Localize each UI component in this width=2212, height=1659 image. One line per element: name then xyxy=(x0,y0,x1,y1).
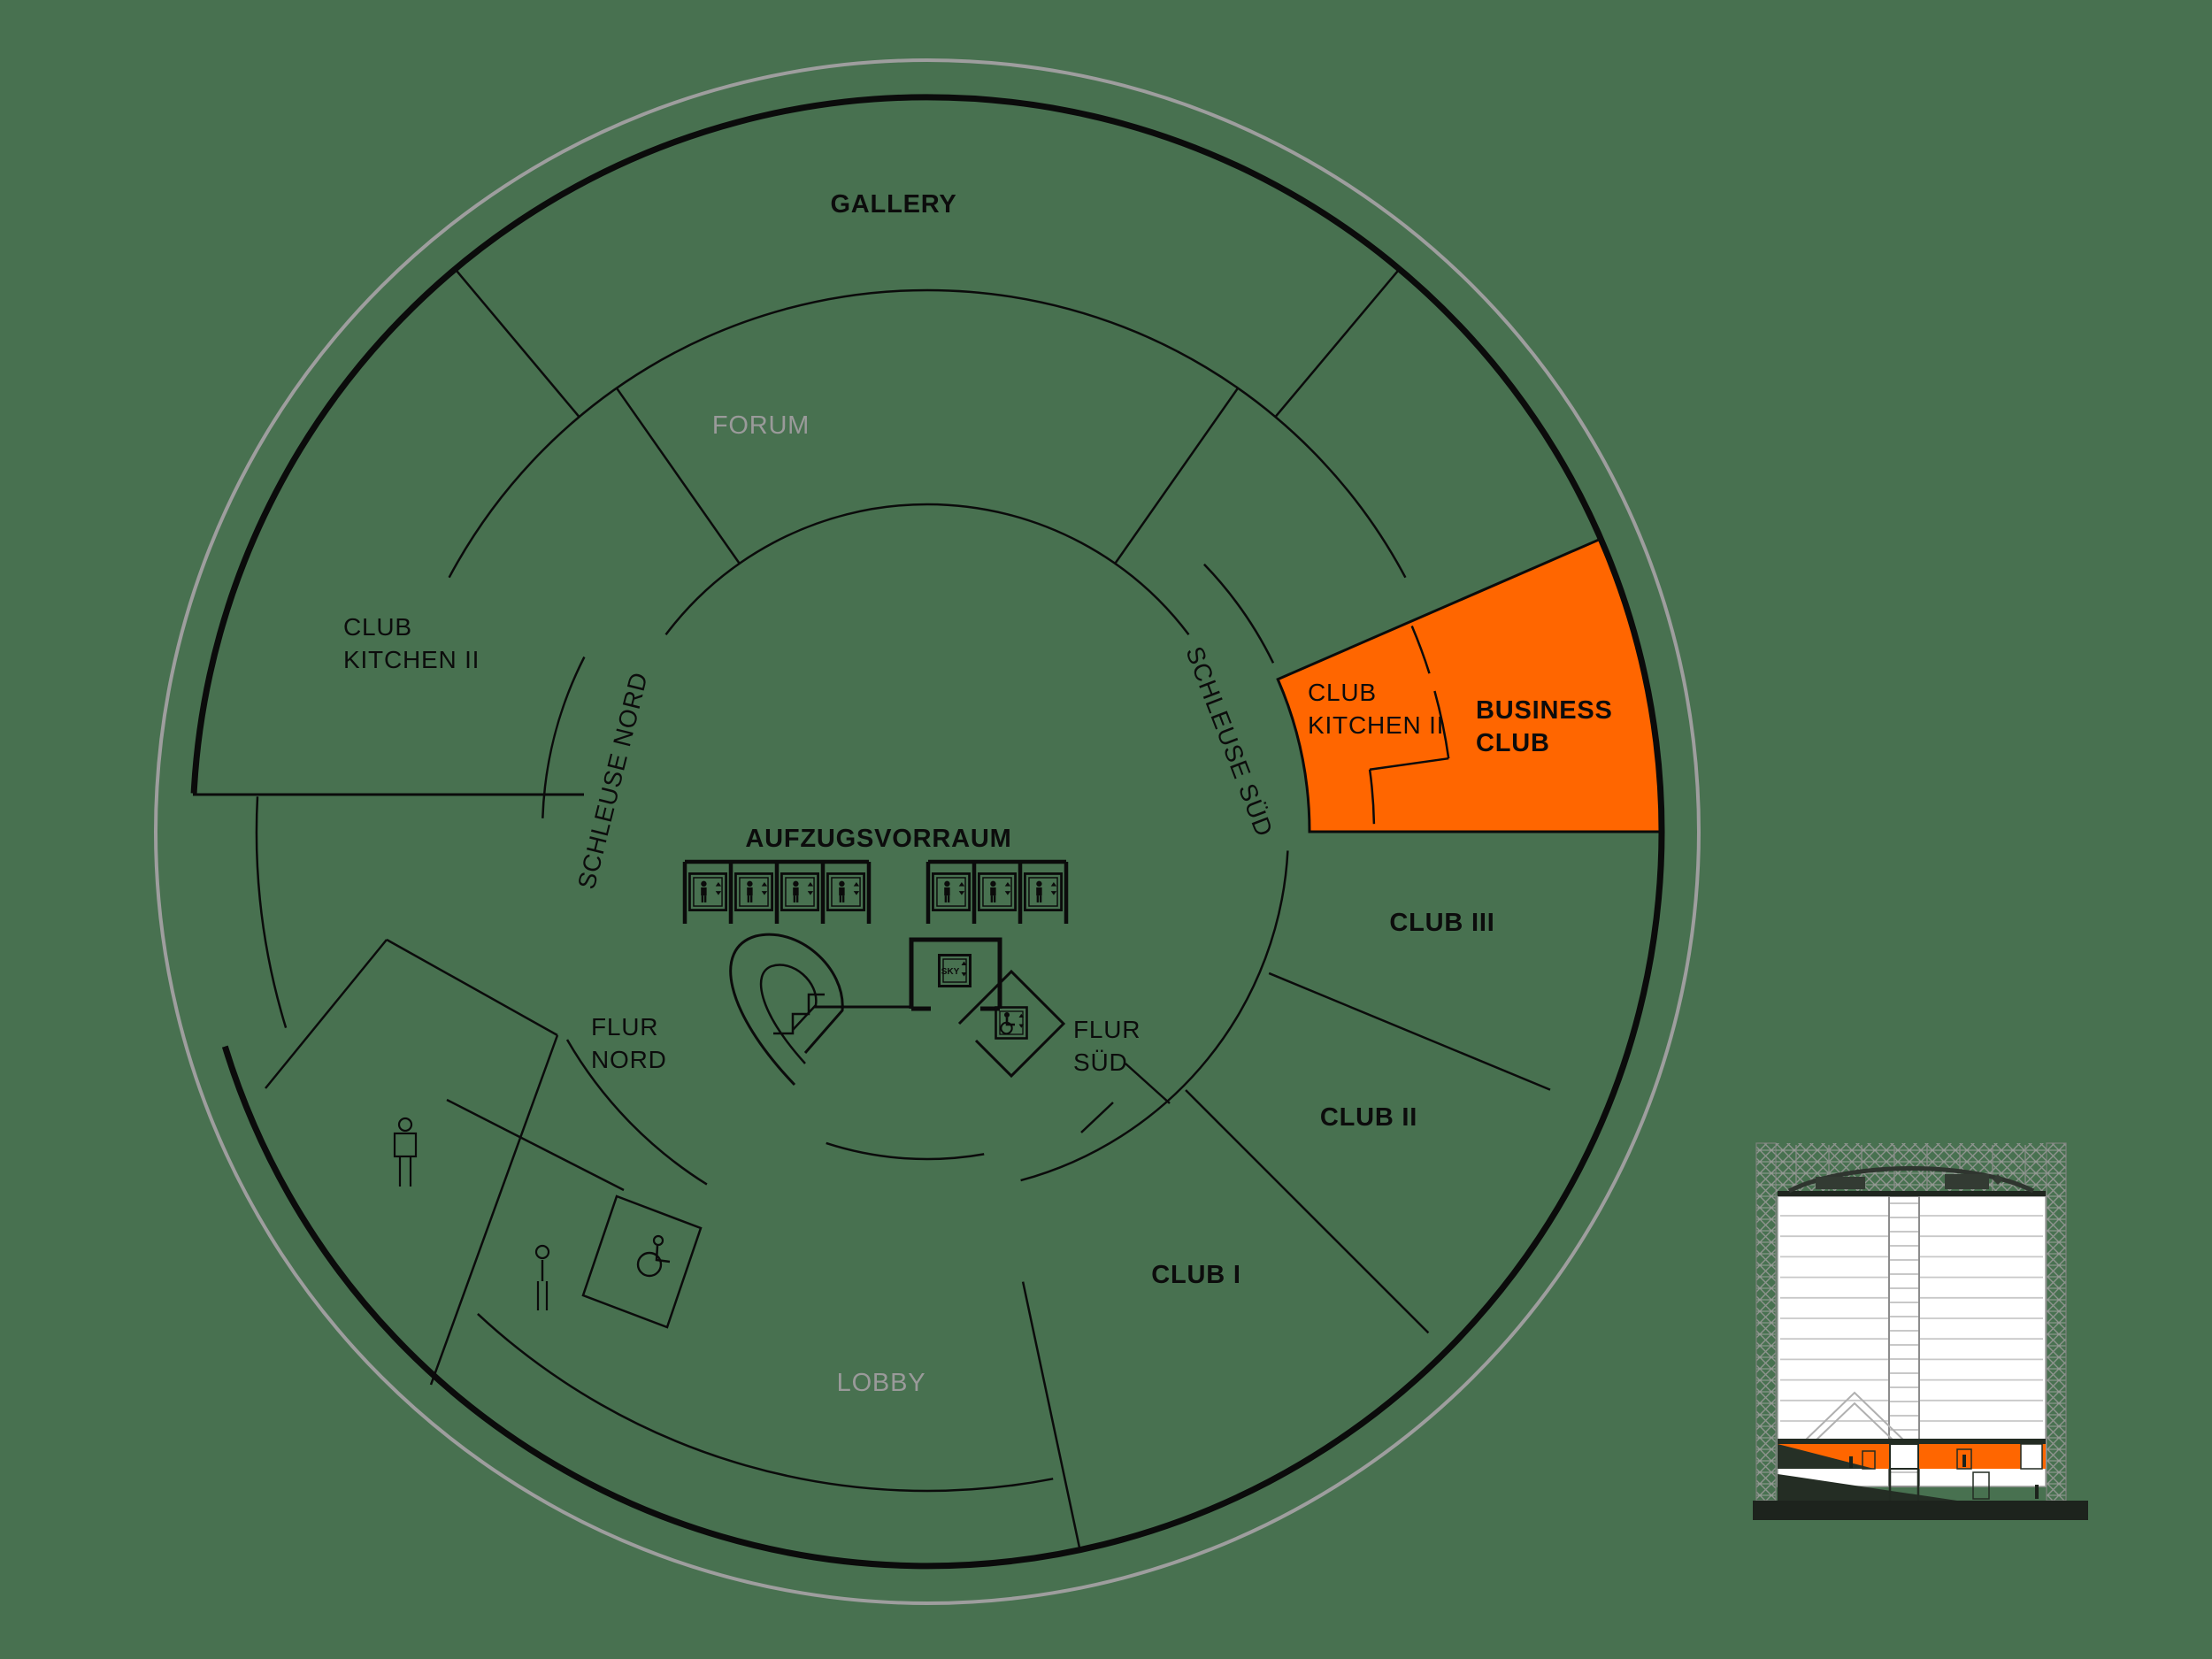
label-flur-sued-1: FLUR xyxy=(1073,1016,1141,1043)
section-person xyxy=(2035,1485,2039,1499)
section-person xyxy=(1962,1455,1966,1467)
truss-right xyxy=(2047,1143,2066,1501)
wall-arc xyxy=(449,290,1406,578)
label-club-kitchen-west-1: CLUB xyxy=(343,613,412,641)
wall-arc xyxy=(666,504,1189,634)
wall-line xyxy=(1125,1064,1170,1103)
section-person xyxy=(1849,1456,1853,1468)
section-roof-slab xyxy=(1778,1191,2046,1196)
label-flur-nord-1: FLUR xyxy=(591,1013,659,1041)
elevator-bank xyxy=(689,873,1061,910)
truss-left xyxy=(1756,1143,1776,1501)
section-thumbnail xyxy=(1753,1143,2088,1520)
elevator-icon xyxy=(689,873,726,910)
label-club-iii: CLUB III xyxy=(1389,909,1495,937)
section-rooftop-box xyxy=(1945,1174,1989,1189)
label-club-ii: CLUB II xyxy=(1319,1103,1418,1132)
elevator-icon xyxy=(827,873,864,910)
wall-line xyxy=(265,940,387,1088)
wheelchair-icon xyxy=(638,1236,670,1276)
elevator-icon xyxy=(979,873,1015,910)
label-schleuse-sued: SCHLEUSE SÜD xyxy=(1180,642,1279,841)
accessible-wc-room xyxy=(583,1196,701,1327)
section-ground xyxy=(1753,1501,2088,1520)
label-flur-nord-2: NORD xyxy=(591,1046,667,1073)
wall-arc xyxy=(1204,565,1273,664)
wall-line xyxy=(1081,1102,1113,1133)
label-schleuse-nord: SCHLEUSE NORD xyxy=(572,669,653,892)
radial-wall xyxy=(1115,388,1238,564)
sky-elevator-label: SKY xyxy=(941,967,960,977)
label-gallery: GALLERY xyxy=(830,190,957,219)
label-lobby: LOBBY xyxy=(836,1369,926,1397)
radial-wall xyxy=(1269,973,1550,1090)
elevator-icon xyxy=(933,873,969,910)
section-window xyxy=(2021,1444,2042,1469)
wall-arc xyxy=(257,796,286,1027)
man-icon xyxy=(395,1118,416,1187)
wall-line xyxy=(387,940,557,1035)
restrooms xyxy=(395,1118,701,1327)
label-club-kitchen-west-2: KITCHEN II xyxy=(343,646,480,673)
section-rooftop-box xyxy=(1816,1177,1865,1189)
label-aufzugsvorraum: AUFZUGSVORRAUM xyxy=(745,825,1012,853)
wall-arc xyxy=(826,1143,984,1159)
label-club-kitchen-east-2: KITCHEN II xyxy=(1308,711,1445,739)
spiral-stairs-icon xyxy=(731,934,843,1085)
radial-wall xyxy=(1275,269,1399,417)
section-core-cross xyxy=(1890,1444,1918,1469)
radial-wall xyxy=(1023,1282,1079,1550)
sky-elevator-room xyxy=(911,940,1000,1009)
label-business-club-1: BUSINESS xyxy=(1476,696,1613,725)
label-flur-sued-2: SÜD xyxy=(1073,1048,1128,1076)
woman-icon xyxy=(536,1246,549,1310)
elevator-icon xyxy=(1025,873,1061,910)
wall-line xyxy=(431,1035,557,1385)
sky-elevator-icon xyxy=(940,956,971,987)
wall-arc xyxy=(478,1314,1053,1491)
label-club-i: CLUB I xyxy=(1151,1261,1241,1289)
label-forum: FORUM xyxy=(711,411,810,440)
label-business-club-2: CLUB xyxy=(1476,729,1550,757)
accessible-elevator-room xyxy=(959,972,1064,1076)
wall-line xyxy=(447,1100,624,1190)
accessible-elevator-icon xyxy=(996,1008,1027,1039)
elevator-icon xyxy=(781,873,818,910)
radial-wall xyxy=(455,269,579,417)
label-club-kitchen-east-1: CLUB xyxy=(1308,679,1377,706)
elevator-icon xyxy=(735,873,772,910)
